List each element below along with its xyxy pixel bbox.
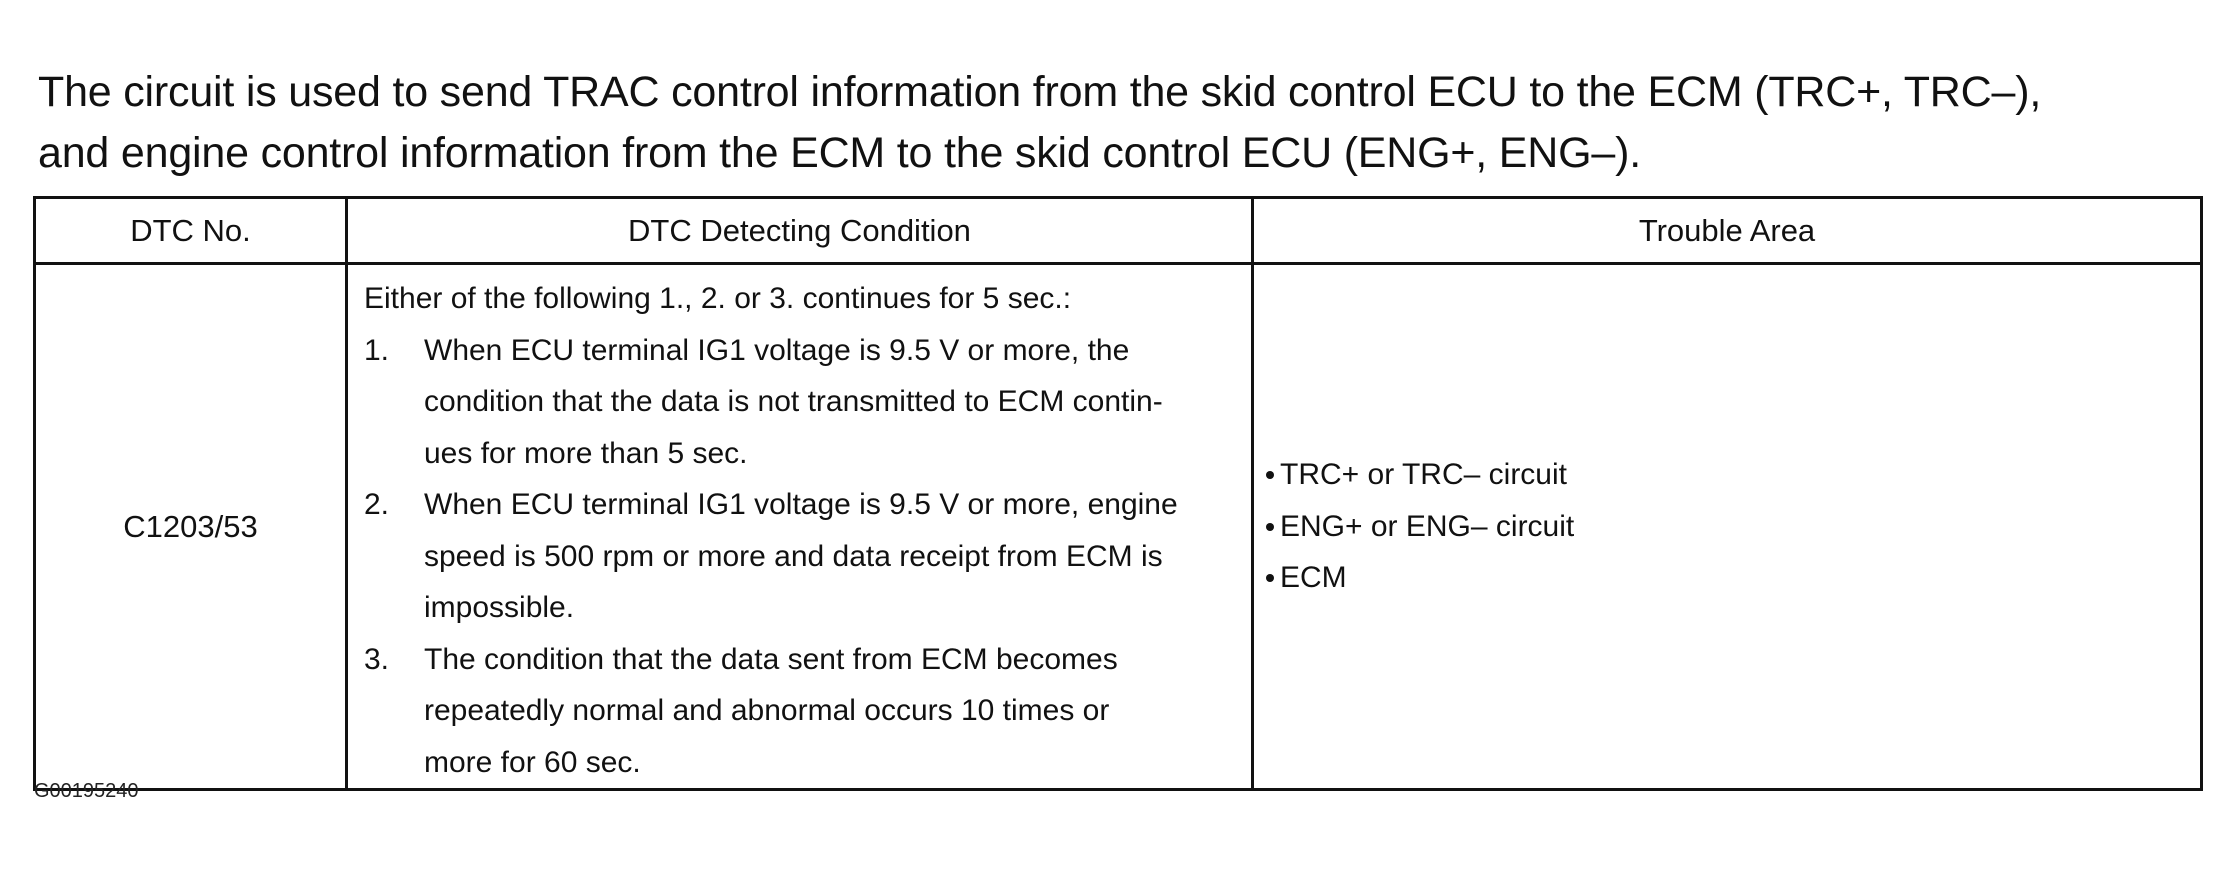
trouble-area-item: ENG+ or ENG– circuit [1266, 501, 2200, 553]
figure-id: G00195240 [34, 780, 139, 802]
condition-line: more for 60 sec. [424, 745, 641, 779]
dtc-table [33, 196, 2203, 791]
header-dtc-no: DTC No. [35, 198, 347, 264]
condition-line: impossible. [424, 591, 575, 624]
condition-item-2 [364, 479, 1239, 634]
condition-line: condition that the data is not transmitted to ECM contin- [424, 385, 1163, 418]
condition-line: repeatedly normal and abnormal occurs 10 times or [424, 694, 1110, 727]
bullet-icon [1266, 471, 1274, 479]
condition-item-3 [364, 634, 1239, 789]
condition-list [364, 325, 1239, 789]
bullet-icon [1266, 574, 1274, 582]
dtc-code-cell: C1203/53 [35, 264, 347, 790]
detecting-condition-cell [347, 264, 1253, 790]
condition-line: When ECU terminal IG1 voltage is 9.5 V or more, engine [424, 488, 1178, 521]
condition-line: When ECU terminal IG1 voltage is 9.5 V or more, the [424, 333, 1130, 367]
trouble-area-item: TRC+ or TRC– circuit [1266, 449, 2200, 501]
header-trouble-area: Trouble Area [1253, 198, 2202, 264]
condition-line: speed is 500 rpm or more and data receipt from ECM is [424, 539, 1163, 573]
trouble-area-cell [1253, 264, 2202, 790]
intro-line-2: and engine control information from the ECM to the skid control ECU (ENG+, ENG–). [38, 129, 1641, 177]
condition-lead: Either of the following 1., 2. or 3. continues for 5 sec.: [364, 282, 1072, 315]
table-row [35, 264, 2202, 790]
header-detecting-condition: DTC Detecting Condition [347, 198, 1253, 264]
intro-paragraph [38, 62, 2218, 184]
bullet-icon [1266, 523, 1274, 531]
condition-number: 2. [364, 488, 390, 521]
trouble-area-item: ECM [1266, 552, 2200, 604]
condition-number: 3. [364, 642, 390, 676]
intro-line-1: The circuit is used to send TRAC control information from the skid control ECU to the ECM (TRC+, TRC–), [38, 68, 2042, 116]
condition-line: The condition that the data sent from ECM becomes [424, 642, 1118, 676]
condition-line: ues for more than 5 sec. [424, 436, 748, 470]
condition-item-1 [364, 325, 1239, 480]
trouble-area-list [1266, 449, 2200, 604]
table-header-row [35, 198, 2202, 264]
condition-number: 1. [364, 333, 390, 367]
